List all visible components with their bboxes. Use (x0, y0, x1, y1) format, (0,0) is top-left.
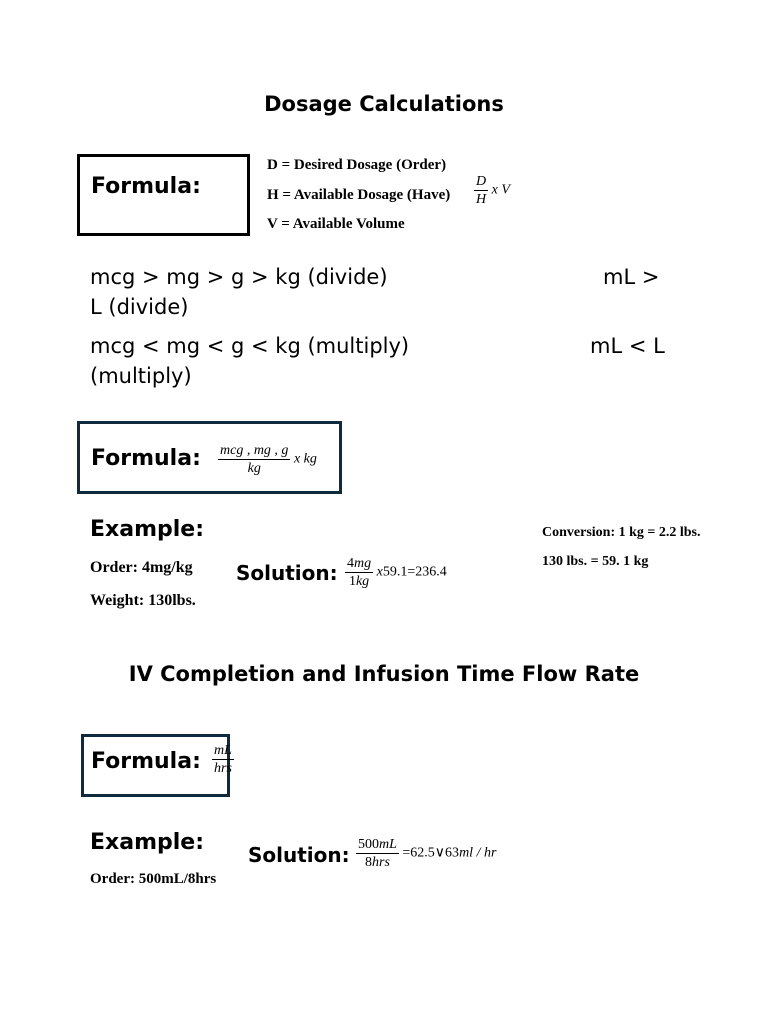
solution-result: 59.1=236.4 (382, 564, 447, 580)
solution-result: =62.5∨63 (402, 845, 460, 861)
numerator-unit: mL (379, 837, 397, 852)
numerator-value: 500 (358, 837, 379, 852)
solution-label: Solution: (248, 843, 350, 867)
denominator-value: 1 (348, 574, 356, 589)
formula-box-2 (77, 421, 342, 494)
formula-tail: x V (491, 182, 510, 198)
solution-unit: ml / hr (459, 845, 497, 861)
formula-tail: x kg (293, 451, 317, 467)
flow-solution-formula (356, 837, 496, 870)
conversion-multiply-left: mcg < mg < g < kg (multiply) (90, 334, 410, 358)
denominator-unit: hrs (372, 855, 390, 870)
section-title-iv: IV Completion and Infusion Time Flow Rate (128, 662, 640, 686)
page-title: Dosage Calculations (264, 92, 504, 116)
formula-denominator: kg (247, 461, 261, 476)
formula-label: Formula: (91, 749, 201, 774)
numerator-unit: mg (354, 556, 372, 571)
order-text: Order: 500mL/8hrs (90, 871, 217, 887)
order-text: Order: 4mg/kg (90, 559, 193, 576)
formula-box-3 (81, 734, 230, 797)
example-label: Example: (90, 517, 204, 542)
conversion-note-2: 130 lbs. = 59. 1 kg (542, 554, 649, 569)
example-label: Example: (90, 830, 204, 855)
weight-text: Weight: 130lbs. (90, 592, 196, 609)
dosage-formula (474, 174, 510, 207)
conversion-divide-left: mcg > mg > g > kg (divide) (90, 265, 388, 289)
conversion-multiply-wrap: (multiply) (90, 364, 192, 388)
flow-formula (212, 743, 234, 776)
formula-label: Formula: (91, 174, 201, 199)
multiply-sign: x (376, 564, 383, 580)
formula-numerator: D (476, 174, 487, 189)
formula-denominator: H (476, 192, 487, 207)
formula-numerator: mcg , mg , g (220, 443, 289, 458)
definition-volume: V = Available Volume (267, 216, 405, 232)
solution-formula (345, 556, 447, 589)
definition-have: H = Available Dosage (Have) (267, 187, 451, 203)
conversion-multiply-right: mL < L (590, 334, 665, 358)
conversion-divide-right: mL > (603, 265, 660, 289)
definition-desired: D = Desired Dosage (Order) (267, 157, 447, 173)
formula-numerator: mL (214, 743, 232, 758)
denominator-unit: kg (355, 574, 370, 589)
weight-formula (218, 443, 317, 476)
denominator-value: 8 (365, 855, 372, 870)
formula-box-1 (77, 154, 250, 236)
numerator-value: 4 (347, 556, 354, 571)
solution-label: Solution: (236, 561, 338, 585)
conversion-note-1: Conversion: 1 kg = 2.2 lbs. (542, 525, 701, 540)
formula-label: Formula: (91, 446, 201, 471)
conversion-divide-wrap: L (divide) (90, 295, 189, 319)
formula-denominator: hrs (214, 761, 232, 776)
